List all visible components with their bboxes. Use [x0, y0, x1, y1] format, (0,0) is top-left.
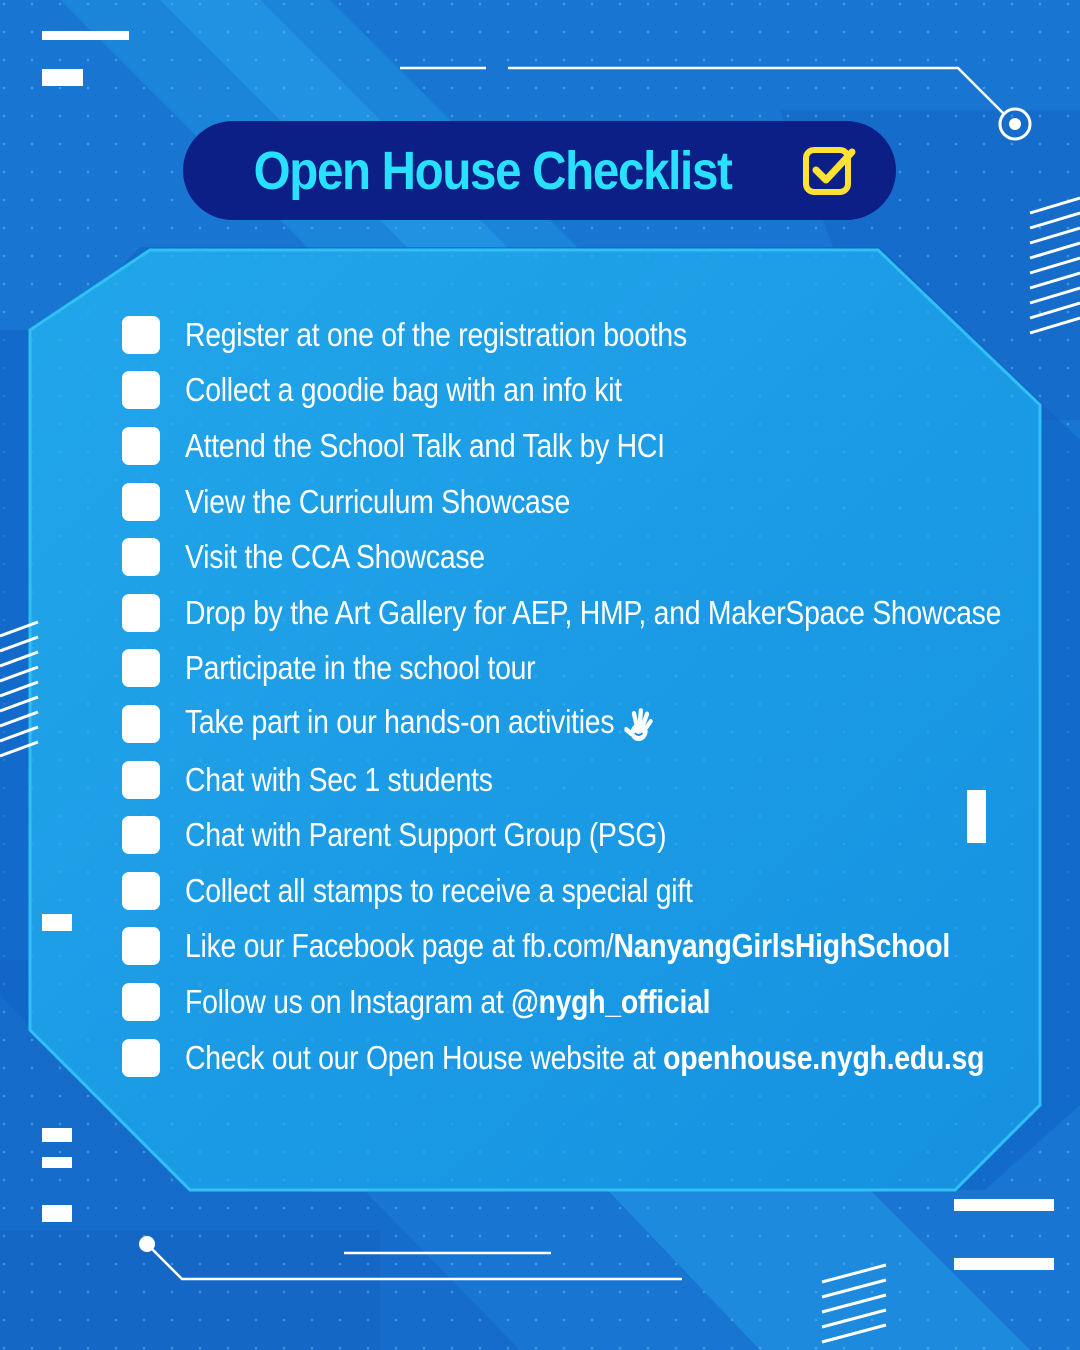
checklist-item: [122, 307, 1052, 363]
checklist-item: [122, 585, 1052, 641]
checklist-item: [122, 807, 1052, 863]
checklist-item: [122, 863, 1052, 919]
checkbox[interactable]: [122, 1039, 160, 1077]
checkbox[interactable]: [122, 427, 160, 465]
checklist-item-label: Participate in the school tour: [185, 649, 536, 687]
checklist-item-label: Take part in our hands-on activities: [185, 703, 656, 744]
checklist-item: [122, 919, 1052, 975]
checkbox[interactable]: [122, 371, 160, 409]
checkbox[interactable]: [122, 594, 160, 632]
checklist-item: [122, 974, 1052, 1030]
title-banner: [183, 121, 896, 220]
checkbox-checked-icon: [800, 142, 858, 200]
checklist-item: [122, 418, 1052, 474]
checklist-item-label: Chat with Sec 1 students: [185, 760, 493, 798]
checklist-item: [122, 641, 1052, 697]
page-title: Open House Checklist: [253, 140, 732, 201]
checklist-item-label: Follow us on Instagram at @nygh_official: [185, 982, 711, 1020]
checklist-item-label: Chat with Parent Support Group (PSG): [185, 816, 667, 854]
checklist-item-label: Like our Facebook page at fb.com/NanyangGirlsHighSchool: [185, 927, 950, 965]
hand-print-icon: [625, 705, 656, 745]
checklist-item: [122, 752, 1052, 808]
checkbox[interactable]: [122, 761, 160, 799]
checklist-item: [122, 1030, 1052, 1086]
checkbox[interactable]: [122, 705, 160, 743]
checkbox[interactable]: [122, 927, 160, 965]
checkbox[interactable]: [122, 538, 160, 576]
checklist-item-label: Collect all stamps to receive a special gift: [185, 871, 693, 909]
checklist-item: [122, 474, 1052, 530]
checklist-item-label: Visit the CCA Showcase: [185, 538, 485, 576]
checkbox[interactable]: [122, 649, 160, 687]
checklist-item-label: Check out our Open House website at openhouse.nygh.edu.sg: [185, 1038, 985, 1076]
checklist-item-label: Collect a goodie bag with an info kit: [185, 371, 622, 409]
checkbox[interactable]: [122, 316, 160, 354]
checkbox[interactable]: [122, 983, 160, 1021]
checklist-item: [122, 363, 1052, 419]
checkbox[interactable]: [122, 816, 160, 854]
instagram-handle[interactable]: @nygh_official: [511, 982, 711, 1020]
facebook-link[interactable]: NanyangGirlsHighSchool: [613, 927, 950, 965]
checklist: [122, 307, 1052, 1085]
checkbox[interactable]: [122, 872, 160, 910]
checklist-item: [122, 529, 1052, 585]
checklist-item-label: Register at one of the registration booths: [185, 315, 687, 353]
checklist-item-label: Drop by the Art Gallery for AEP, HMP, and MakerSpace Showcase: [185, 593, 1002, 631]
checkbox[interactable]: [122, 483, 160, 521]
checklist-item-label: View the Curriculum Showcase: [185, 482, 571, 520]
website-link[interactable]: openhouse.nygh.edu.sg: [663, 1038, 985, 1076]
checklist-item-label: Attend the School Talk and Talk by HCI: [185, 426, 665, 464]
checklist-item: [122, 696, 1052, 752]
